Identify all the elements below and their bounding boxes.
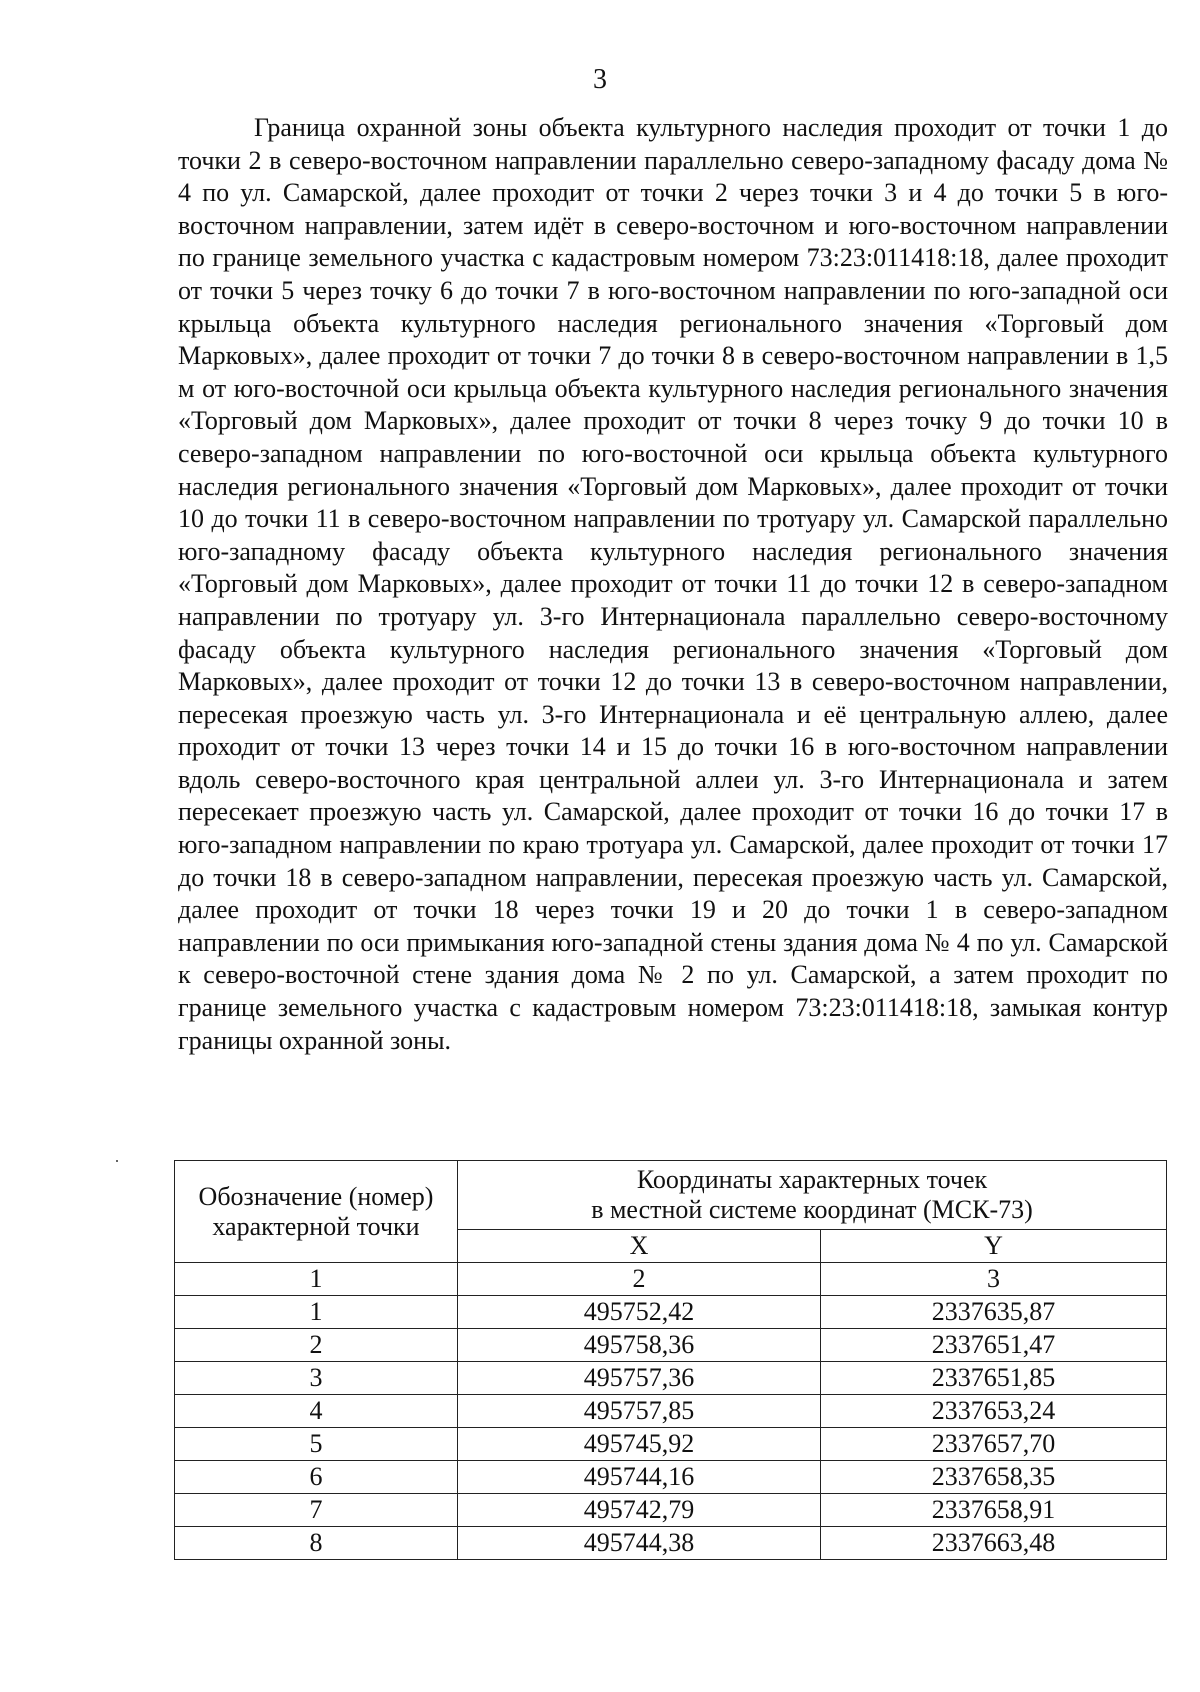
header-coordinates-line1: Координаты характерных точек [636,1165,988,1194]
x-coordinate: 495758,36 [458,1329,821,1362]
table-row [175,1296,1167,1329]
table-row [175,1329,1167,1362]
y-coordinate: 2337658,35 [821,1461,1167,1494]
coordinates-table [174,1160,1167,1560]
x-coordinate: 495744,38 [458,1527,821,1560]
point-number: 5 [175,1428,458,1461]
column-index: 2 [458,1263,821,1296]
column-index-row [175,1263,1167,1296]
x-coordinate: 495757,85 [458,1395,821,1428]
table-row [175,1527,1167,1560]
y-coordinate: 2337651,85 [821,1362,1167,1395]
page-number: 3 [593,64,607,95]
column-index: 3 [821,1263,1167,1296]
header-coordinates [458,1161,1167,1230]
y-coordinate: 2337657,70 [821,1428,1167,1461]
column-index: 1 [175,1263,458,1296]
point-number: 3 [175,1362,458,1395]
x-coordinate: 495757,36 [458,1362,821,1395]
y-coordinate: 2337663,48 [821,1527,1167,1560]
scan-speck [116,1160,118,1162]
x-coordinate: 495752,42 [458,1296,821,1329]
body-paragraph: Граница охранной зоны объекта культурного наследия проходит от точки 1 до точки 2 в северо-восточном направлении параллельно северо-западному фасаду дома № 4 по ул. Самарской, далее проходит от точки 2 через точки 3 и 4 до точки 5 в юго-восточном направлении, затем идёт в северо-восточном и юго-восточном направлении по границе земельного участка с кадастровым номером 73:23:011418:18, далее проходит от точки 5 через точку 6 до точки 7 в юго-восточном направлении по юго-западной оси крыльца объекта культурного наследия регионального значения «Торговый дом Марковых», далее проходит от точки 7 до точки 8 в северо-восточном направлении в 1,5 м от юго-восточной оси крыльца объекта культурного наследия регионального значения «Торговый дом Марковых», далее проходит от точки 8 через точку 9 до точки 10 в северо-западном направлении по юго-восточной оси крыльца объекта культурного наследия регионального значения «Торговый дом Марковых», далее проходит от точки 10 до точки 11 в северо-восточном направлении по тротуару ул. Самарской параллельно юго-западному фасаду объекта культурного наследия регионального значения «Торговый дом Марковых», далее проходит от точки 11 до точки 12 в северо-западном направлении по тротуару ул. 3-го Интернационала параллельно северо-восточному фасаду объекта культурного наследия регионального значения «Торговый дом Марковых», далее проходит от точки 12 до точки 13 в северо-восточном направлении, пересекая проезжую часть ул. 3-го Интернационала и её центральную аллею, далее проходит от точки 13 через точки 14 и 15 до точки 16 в юго-восточном направлении вдоль северо-восточного края центральной аллеи ул. 3-го Интернационала и затем пересекает проезжую часть ул. Самарской, далее проходит от точки 16 до точки 17 в юго-западном направлении по краю тротуара ул. Самарской, далее проходит от точки 17 до точки 18 в северо-западном направлении, пересекая проезжую часть ул. Самарской, далее проходит от точки 18 через точки 19 и 20 до точки 1 в северо-западном направлении по оси примыкания юго-западной стены здания дома № 4 по ул. Самарской к северо-восточной стене здания дома № 2 по ул. Самарской, а затем проходит по границе земельного участка с кадастровым номером 73:23:011418:18, замыкая контур границы охранной зоны. [178,113,1168,1055]
table-row [175,1428,1167,1461]
point-number: 7 [175,1494,458,1527]
y-coordinate: 2337635,87 [821,1296,1167,1329]
header-y: Y [821,1230,1167,1263]
y-coordinate: 2337651,47 [821,1329,1167,1362]
table-row [175,1362,1167,1395]
y-coordinate: 2337653,24 [821,1395,1167,1428]
table-row [175,1461,1167,1494]
x-coordinate: 495745,92 [458,1428,821,1461]
x-coordinate: 495742,79 [458,1494,821,1527]
header-x: X [458,1230,821,1263]
header-coordinates-line2: в местной системе координат (МСК-73) [591,1195,1033,1224]
y-coordinate: 2337658,91 [821,1494,1167,1527]
x-coordinate: 495744,16 [458,1461,821,1494]
point-number: 2 [175,1329,458,1362]
point-number: 1 [175,1296,458,1329]
header-designation: Обозначение (номер) характерной точки [175,1161,458,1263]
point-number: 4 [175,1395,458,1428]
table-row [175,1395,1167,1428]
point-number: 8 [175,1527,458,1560]
point-number: 6 [175,1461,458,1494]
table-row [175,1494,1167,1527]
